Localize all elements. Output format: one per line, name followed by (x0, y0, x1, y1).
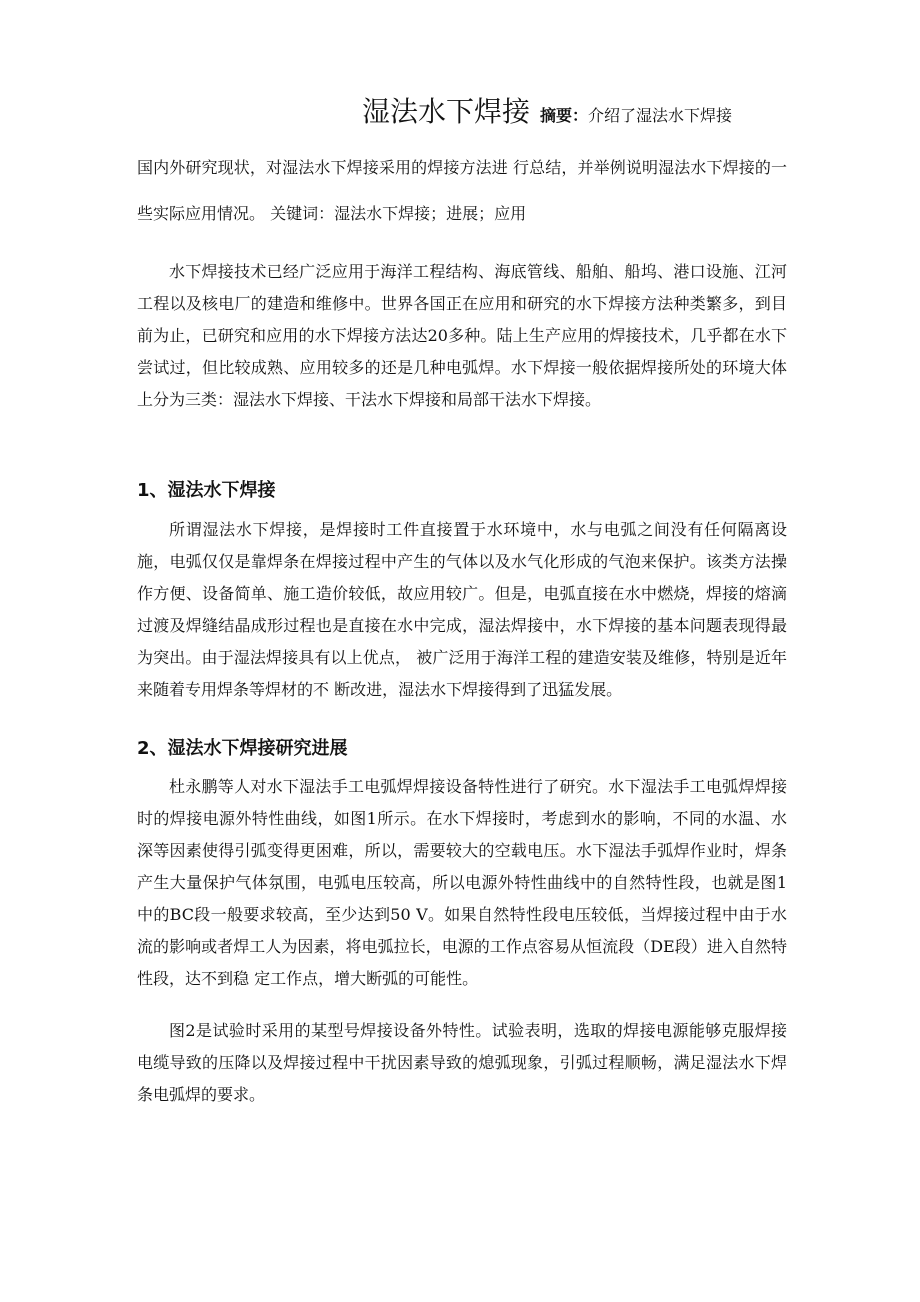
section-heading-1: 1、湿法水下焊接 (137, 480, 276, 501)
section-heading-2: 2、湿法水下焊接研究进展 (137, 738, 348, 759)
section-1-paragraph: 所谓湿法水下焊接，是焊接时工件直接置于水环境中，水与电弧之间没有任何隔离设施，电弧仅仅是靠焊条在焊接过程中产生的气体以及水气化形成的气泡来保护。该类方法操作方便、设备简单、施工造价较低，故应用较广。但是，电弧直接在水中燃烧，焊接的熔滴过渡及焊缝结晶成形过程也是直接在水中完成，湿法焊接中，水下焊接的基本问题表现得最为突出。由于湿法焊接具有以上优点， 被广泛用于海洋工程的建造安装及维修，特别是近年来随着专用焊条等焊材的不 断改进，湿法水下焊接得到了迅猛发展。 (137, 520, 787, 699)
intro-paragraph: 水下焊接技术已经广泛应用于海洋工程结构、海底管线、船舶、船坞、港口设施、江河工程以及核电厂的建造和维修中。世界各国正在应用和研究的水下焊接方法种类繁多，到目前为止，已研究和应用的水下焊接方法达20多种。陆上生产应用的焊接技术，几乎都在水下尝试过，但比较成熟、应用较多的还是几种电弧焊。水下焊接一般依据焊接所处的环境大体上分为三类：湿法水下焊接、干法水下焊接和局部干法水下焊接。 (137, 262, 787, 409)
document-title: 湿法水下焊接 (362, 95, 531, 128)
section-2-paragraph-2: 图2是试验时采用的某型号焊接设备外特性。试验表明，选取的焊接电源能够克服焊接电缆导致的压降以及焊接过程中干扰因素导致的熄弧现象，引弧过程顺畅，满足湿法水下焊条电弧焊的要求。 (137, 1021, 787, 1104)
abstract-first-line: 介绍了湿法水下焊接 (588, 106, 733, 125)
abstract-label: 摘要： (540, 106, 589, 125)
title-line (362, 92, 792, 136)
abstract-text: 国内外研究现状，对湿法水下焊接采用的焊接方法进 行总结，并举例说明湿法水下焊接的一些实际应用情况。 关键词：湿法水下焊接；进展；应用 (137, 158, 787, 223)
section-2-paragraph-1: 杜永鹏等人对水下湿法手工电弧焊焊接设备特性进行了研究。水下湿法手工电弧焊焊接时的焊接电源外特性曲线，如图1所示。在水下焊接时，考虑到水的影响，不同的水温、水深等因素使得引弧变得更困难，所以，需要较大的空载电压。水下湿法手弧焊作业时，焊条产生大量保护气体氛围，电弧电压较高，所以电源外特性曲线中的自然特性段，也就是图1中的BC段一般要求较高，至少达到50 V。如果自然特性段电压较低，当焊接过程中由于水流的影响或者焊工人为因素，将电弧拉长，电源的工作点容易从恒流段（DE段）进入自然特性段，达不到稳 定工作点，增大断弧的可能性。 (137, 777, 787, 988)
